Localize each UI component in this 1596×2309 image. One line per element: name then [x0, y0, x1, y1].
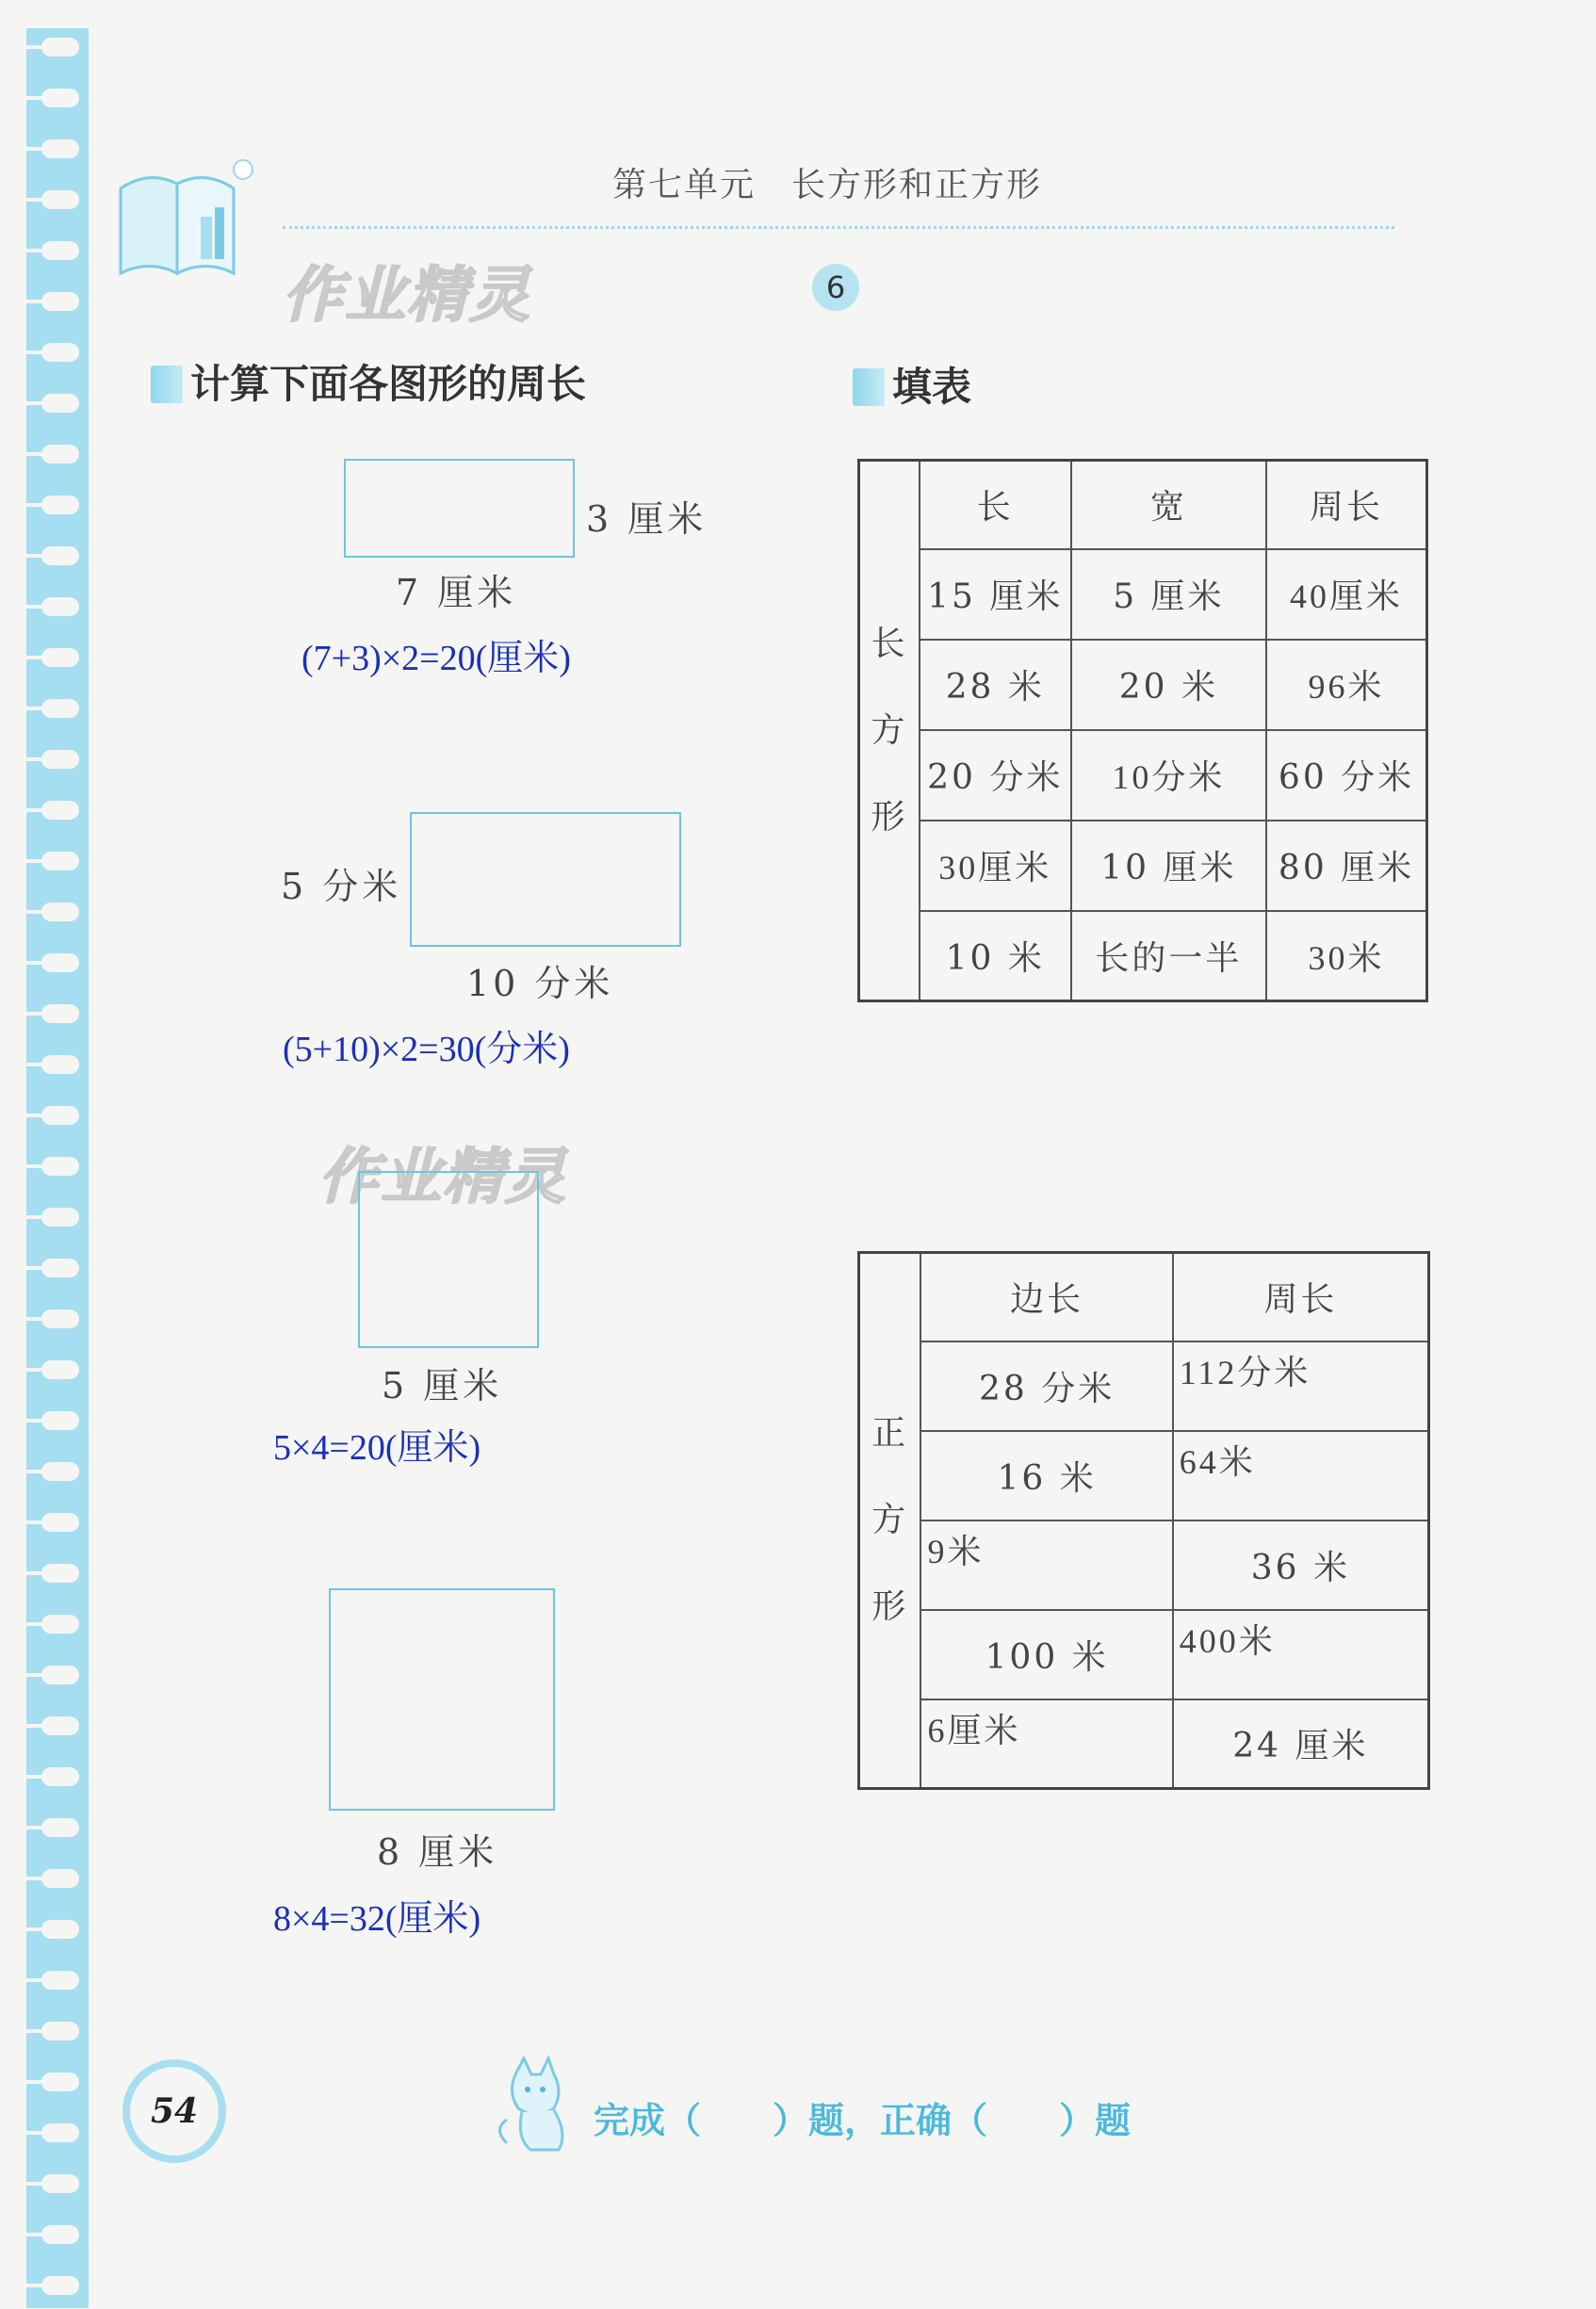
table-cell: 15 厘米	[920, 549, 1071, 640]
figure-3-answer: 5×4=20(厘米)	[273, 1428, 481, 1468]
lesson-number-badge: 6	[812, 264, 859, 311]
table-cell: 28 分米	[920, 1341, 1172, 1431]
unit-title: 第七单元 长方形和正方形	[612, 166, 1043, 204]
watermark: 作业精灵	[283, 261, 531, 331]
figure-1-answer: (7+3)×2=20(厘米)	[301, 639, 571, 678]
spiral-hole	[41, 801, 79, 820]
table-cell: 28 米	[920, 640, 1071, 730]
answer-cell: 10分米	[1071, 730, 1267, 821]
flag-icon	[853, 368, 885, 406]
spiral-hole	[41, 1055, 79, 1074]
rect-row-header-char: 方	[871, 710, 908, 750]
watermark-2: 作业精灵	[318, 1143, 567, 1212]
figure-1-side-label: 3 厘米	[586, 498, 708, 540]
spiral-hole	[41, 1157, 79, 1176]
spiral-hole	[41, 2073, 79, 2091]
table-cell: 10 厘米	[1071, 821, 1267, 911]
completion-record: 完成（ ）题，正确（ ）题	[594, 2100, 1132, 2141]
spiral-hole	[41, 1309, 79, 1328]
rect-row-header-char: 形	[871, 797, 908, 837]
rect-col-header-length: 长	[920, 461, 1071, 549]
answer-cell: 96米	[1266, 640, 1426, 730]
answer-cell: 400米	[1173, 1610, 1429, 1699]
figure-4-bottom-label: 8 厘米	[377, 1831, 498, 1873]
spiral-hole	[41, 648, 79, 667]
spiral-hole	[41, 445, 79, 463]
spiral-hole	[41, 1106, 79, 1125]
table-cell: 24 厘米	[1173, 1699, 1429, 1789]
spiral-hole	[41, 1462, 79, 1481]
spiral-hole	[41, 1767, 79, 1786]
answer-cell: 40厘米	[1266, 549, 1426, 640]
spiral-hole	[41, 1920, 79, 1939]
spiral-hole	[41, 1411, 79, 1430]
square-figure-4	[329, 1588, 555, 1811]
table-cell: 20 米	[1071, 640, 1267, 730]
right-section-title: 填表	[892, 364, 972, 410]
spiral-hole	[41, 1564, 79, 1583]
spiral-hole	[41, 2123, 79, 2142]
spiral-hole	[41, 394, 79, 413]
rect-row-header-char: 长	[871, 624, 908, 663]
spiral-hole	[41, 1615, 79, 1634]
figure-4-answer: 8×4=32(厘米)	[273, 1899, 481, 1939]
spiral-hole	[41, 852, 79, 870]
spiral-hole	[41, 496, 79, 514]
spiral-hole	[41, 1716, 79, 1735]
square-figure-3	[358, 1171, 539, 1348]
spiral-hole	[41, 2022, 79, 2041]
square-col-header-perimeter: 周长	[1173, 1253, 1429, 1341]
spiral-hole	[41, 902, 79, 921]
table-cell: 36 米	[1173, 1520, 1429, 1610]
table-cell: 80 厘米	[1266, 821, 1426, 911]
header-illustration-icon	[111, 141, 262, 283]
figure-2-answer: (5+10)×2=30(分米)	[283, 1030, 570, 1069]
spiral-hole	[41, 1971, 79, 1990]
square-col-header-side: 边长	[920, 1253, 1172, 1341]
spiral-hole	[41, 1513, 79, 1532]
answer-cell: 64米	[1173, 1431, 1429, 1520]
rectangle-figure-2	[410, 812, 681, 947]
spiral-hole	[41, 2225, 79, 2244]
square-row-header	[859, 1253, 921, 1789]
table-cell: 5 厘米	[1071, 549, 1267, 640]
spiral-hole	[41, 1208, 79, 1227]
spiral-hole	[41, 546, 79, 565]
spiral-hole	[41, 1360, 79, 1379]
left-section-heading	[151, 353, 586, 410]
spiral-hole	[41, 292, 79, 311]
square-row-header-char: 正	[871, 1414, 909, 1453]
spiral-hole	[41, 2174, 79, 2193]
rect-row-header	[859, 461, 920, 1001]
cat-icon	[488, 2054, 582, 2157]
spiral-hole	[41, 38, 79, 57]
table-cell: 60 分米	[1266, 730, 1426, 821]
spiral-hole	[41, 89, 79, 107]
spiral-hole	[41, 1666, 79, 1684]
rect-col-header-width: 宽	[1071, 461, 1267, 549]
spiral-hole	[41, 1869, 79, 1888]
spiral-binding	[26, 28, 89, 2308]
spiral-hole	[41, 1004, 79, 1023]
spiral-hole	[41, 750, 79, 769]
left-section-title: 计算下面各图形的周长	[190, 361, 587, 407]
square-table	[857, 1251, 1430, 1790]
figure-2-side-label: 5 分米	[281, 866, 402, 907]
rect-col-header-perimeter: 周长	[1266, 461, 1426, 549]
rectangle-figure-1	[344, 459, 575, 558]
answer-cell: 6厘米	[920, 1699, 1172, 1789]
figure-2-bottom-label: 10 分米	[466, 963, 614, 1004]
answer-cell: 112分米	[1173, 1341, 1429, 1431]
spiral-hole	[41, 241, 79, 260]
spiral-hole	[41, 953, 79, 972]
spiral-hole	[41, 343, 79, 362]
table-cell: 长的一半	[1071, 911, 1267, 1001]
spiral-hole	[41, 699, 79, 718]
spiral-hole	[41, 190, 79, 209]
figure-3-bottom-label: 5 厘米	[382, 1365, 503, 1407]
answer-cell: 30厘米	[920, 821, 1071, 911]
spiral-hole	[41, 1259, 79, 1277]
table-cell: 20 分米	[920, 730, 1071, 821]
table-cell: 100 米	[920, 1610, 1172, 1699]
header-divider	[283, 226, 1394, 229]
square-row-header-char: 方	[871, 1501, 909, 1539]
table-cell: 16 米	[920, 1431, 1172, 1520]
square-row-header-char: 形	[871, 1587, 909, 1626]
rectangle-table	[857, 459, 1428, 1002]
answer-cell: 30米	[1266, 911, 1426, 1001]
answer-cell: 9米	[920, 1520, 1172, 1610]
spiral-hole	[41, 139, 79, 158]
spiral-hole	[41, 1818, 79, 1837]
page-number: 54	[150, 2091, 199, 2131]
figure-1-bottom-label: 7 厘米	[396, 572, 517, 613]
right-section-heading	[853, 356, 971, 413]
spiral-hole	[41, 597, 79, 616]
table-cell: 10 米	[920, 911, 1071, 1001]
spiral-hole	[41, 2276, 79, 2295]
flag-icon	[151, 366, 183, 403]
